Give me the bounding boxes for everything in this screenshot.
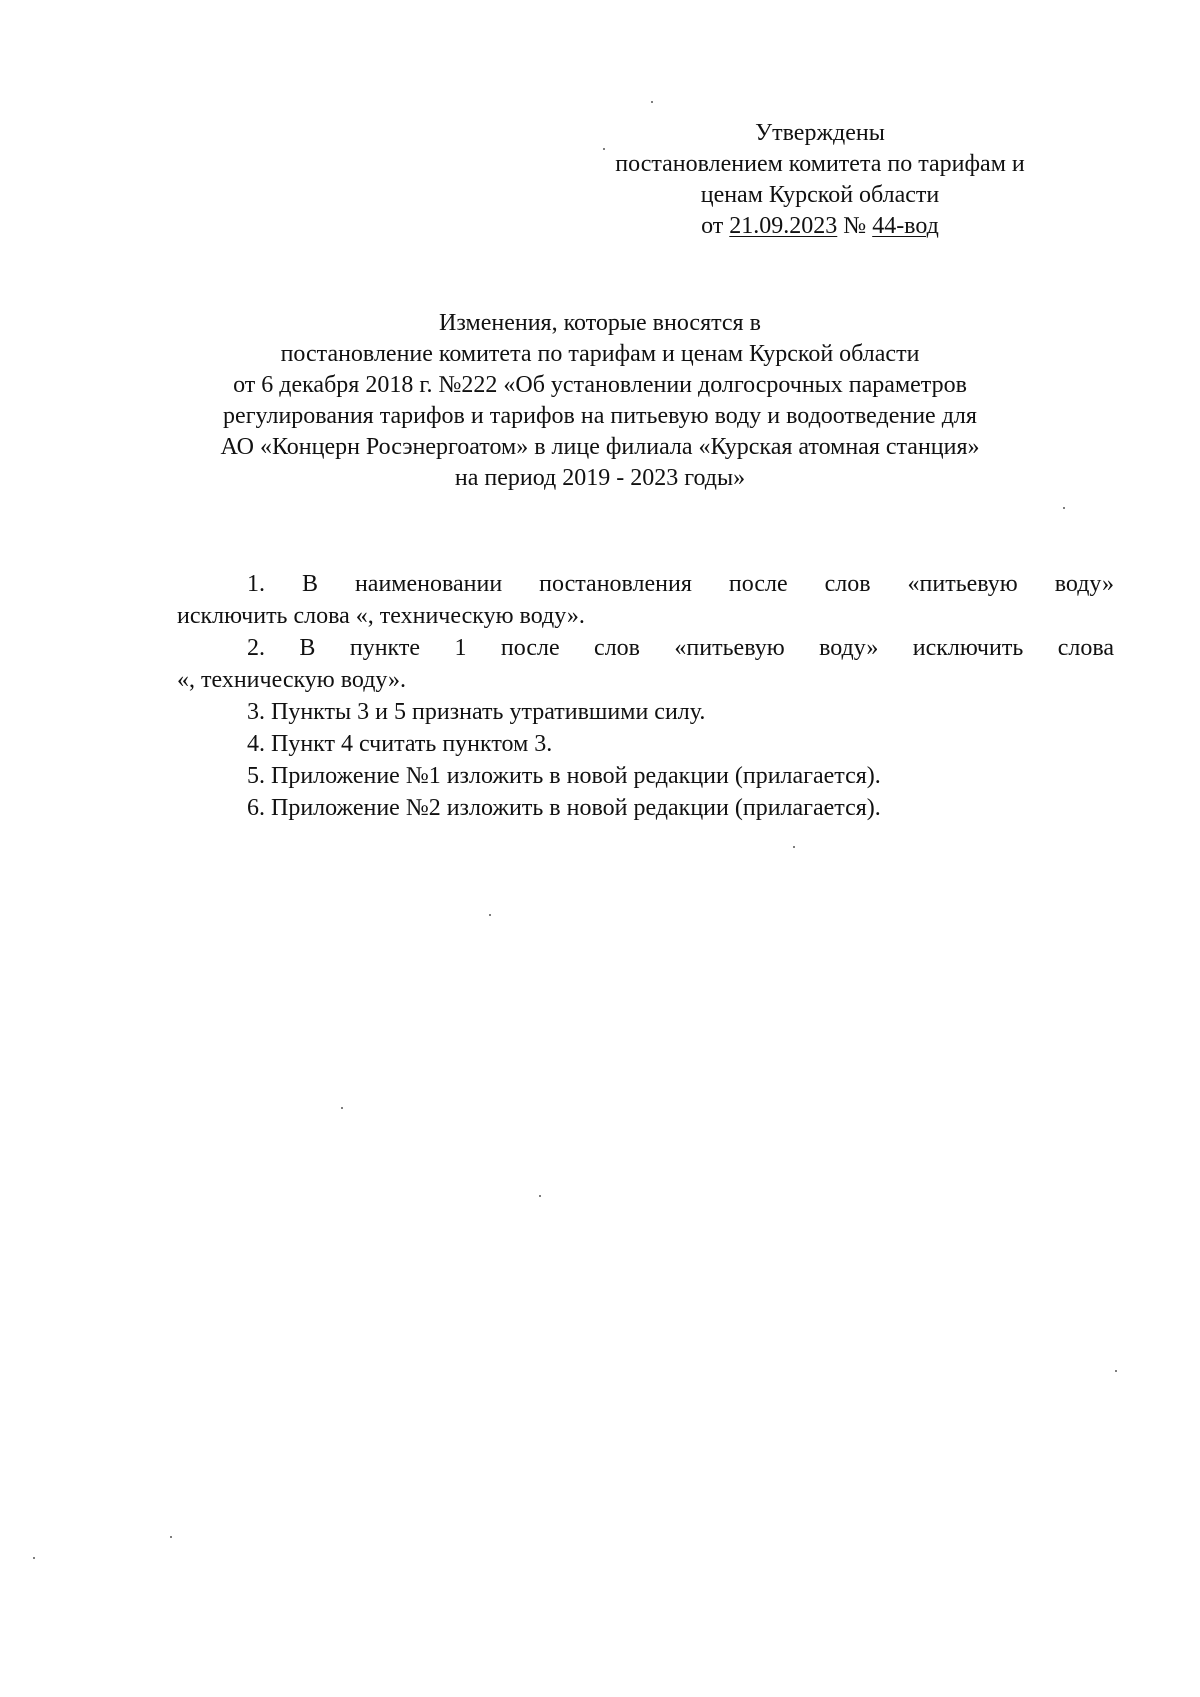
amendment-2-first-line: 2. В пункте 1 после слов «питьевую воду» исключить слова [247,635,1114,661]
amendments-list [177,568,1114,824]
amendment-2-continuation: «, техническую воду». [177,667,407,693]
title-line-4: регулирования тарифов и тарифов на питьевую воду и водоотведение для [223,403,977,429]
amendment-item-1 [177,568,1114,632]
scan-speck [651,101,653,103]
scan-speck [170,1536,172,1538]
scan-speck [1115,1370,1117,1372]
approval-number-prefix: № [843,213,867,239]
amendment-1-first-line: 1. В наименовании постановления после слов «питьевую воду» [247,571,1114,597]
amendment-item-6: 6. Приложение №2 изложить в новой редакции (прилагается). [247,795,881,821]
approval-issuer-cont: ценам Курской области [700,182,940,208]
amendment-item-4: 4. Пункт 4 считать пунктом 3. [247,731,553,757]
scan-speck [489,914,491,916]
amendment-item-2 [177,632,1114,696]
title-line-2: постановление комитета по тарифам и ценам Курской области [280,341,920,367]
approval-date: 21.09.2023 [729,213,838,239]
scan-speck [539,1195,541,1197]
title-line-6: на период 2019 - 2023 годы» [454,465,746,491]
scan-speck [603,148,605,150]
approval-issuer: постановлением комитета по тарифам и [615,151,1025,177]
approval-date-prefix: от [701,213,724,239]
scan-speck [341,1107,343,1109]
title-line-1: Изменения, которые вносятся в [439,310,761,336]
approval-date-line [560,211,1080,242]
title-line-5: АО «Концерн Росэнергоатом» в лице филиала «Курская атомная станция» [220,434,980,460]
document-title [150,308,1050,494]
title-line-3: от 6 декабря 2018 г. №222 «Об установлении долгосрочных параметров [233,372,967,398]
scan-speck [33,1557,35,1559]
approval-stamp [560,118,1080,242]
scan-speck [793,846,795,848]
approval-heading: Утверждены [755,120,885,146]
amendment-item-3: 3. Пункты 3 и 5 признать утратившими силу. [247,699,706,725]
scan-speck [1063,507,1065,509]
approval-number: 44-вод [872,213,939,239]
amendment-1-continuation: исключить слова «, техническую воду». [177,603,585,629]
amendment-item-5: 5. Приложение №1 изложить в новой редакции (прилагается). [247,763,881,789]
